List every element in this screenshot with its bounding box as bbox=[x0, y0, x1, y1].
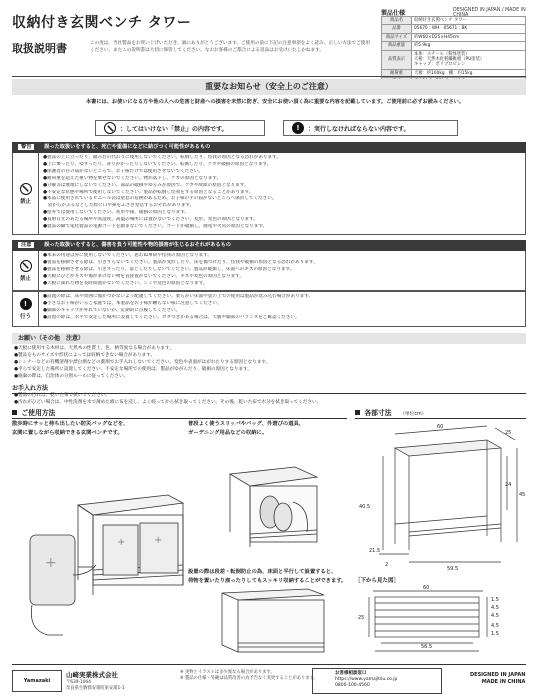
dim-label-24: 24 bbox=[505, 482, 512, 488]
usage-text-3 bbox=[188, 568, 346, 586]
list-item: ●廃棄の際は、自治体の分別ルールに従ってください。 bbox=[14, 373, 129, 379]
care-title: お手入れ方法 bbox=[12, 383, 526, 394]
list-item: ●天板に使用する木材は、天然木の性質上、色、柄等異なる場合があります。 bbox=[14, 346, 174, 351]
dimensions-title-text: 各部寸法 bbox=[364, 409, 392, 417]
list-item: ●脚部のキャップが外れていないか、定期的に点検してください。 bbox=[43, 307, 181, 313]
spec-key: 商品名 bbox=[382, 17, 412, 25]
legend-prohibit-text: ：してはいけない「禁止」の内容です。 bbox=[120, 125, 228, 133]
caution-prohibit-body bbox=[12, 251, 526, 291]
bottom-label-gap-2: 4.5 bbox=[491, 605, 499, 611]
caution-side-prohibit bbox=[13, 251, 39, 290]
caution-side-label-1: 禁止 bbox=[19, 275, 31, 282]
contact-box bbox=[312, 668, 442, 694]
spec-key: 商品重量 bbox=[382, 42, 412, 50]
dim-label-inner-width: 59.5 bbox=[447, 566, 459, 570]
list-item: ●本品に使用されているビニール袋は窒息の危険があるため、お子様の手の届かないところへ保管してください。 bbox=[43, 196, 277, 202]
spec-value: 収納付き玄関ベンチ タワー bbox=[412, 17, 526, 25]
usage-text-2 bbox=[188, 420, 304, 438]
list-item: ●汚れがひどい場合は、中性洗剤を水で薄めた液に布を浸し、よく絞ってから拭き取ってください。その後、乾いた布で水分を拭き取ってください。 bbox=[14, 399, 322, 405]
prohibit-icon bbox=[20, 183, 32, 195]
prohibit-icon bbox=[104, 122, 116, 134]
legend-must-text: ：実行しなければならない内容です。 bbox=[308, 125, 410, 133]
warning-side bbox=[13, 153, 39, 234]
spec-value: 本体：スチール（粉体塗装） 天板：天然木化粧繊維板（PU塗装） キャップ：ポリプロピレン bbox=[412, 50, 526, 69]
bench-front-illustration bbox=[218, 585, 328, 660]
caution-bar-text: 誤った取扱いをすると、傷害を負う可能性や物的損害が生じるおそれがあるもの bbox=[44, 242, 231, 248]
contact-phone: 0800-100-4560 bbox=[335, 683, 370, 688]
list-item: ●屋外では使用しないでください。変形や錆、破損の原因となります。 bbox=[43, 210, 190, 216]
spec-row bbox=[382, 42, 526, 50]
manual-label: 取扱説明書 bbox=[12, 42, 67, 55]
warning-label: 警告 bbox=[18, 144, 34, 150]
spec-key: 品番 bbox=[382, 25, 412, 33]
list-item: ●製品を移動させる際は、引きずらないでください。製品が変形したり、床を傷つけたり、怪我や破損の原因となる恐れがあります。 bbox=[43, 259, 318, 265]
made-line: DESIGNED IN JAPAN bbox=[470, 672, 526, 678]
bench-with-bag-illustration bbox=[18, 455, 188, 655]
spec-value: 05670 : WH 05671 : BK bbox=[412, 25, 526, 33]
caution-label: 注意 bbox=[18, 242, 34, 248]
bottom-label-gap-3: 4.5 bbox=[491, 613, 499, 619]
list-item: ●分解等は無理にしないでください。部品の破損やゆるみが原因で、ケガや故障の原因となります。 bbox=[43, 182, 249, 188]
company-address bbox=[66, 680, 125, 691]
notice-heading: 重要なお知らせ（安全上のご注意） bbox=[12, 79, 526, 95]
address-line: 〒639-1064 bbox=[66, 680, 91, 685]
footer-note: ※ 実物とイラストは多少異なる場合があります。 bbox=[180, 670, 275, 675]
contact-url[interactable]: https://www.yamajitsu.co.jp bbox=[335, 677, 398, 682]
contact-label: お客様相談窓口 bbox=[335, 671, 367, 676]
exclamation-icon: ! bbox=[20, 298, 32, 310]
dimensions-unit: （単位cm） bbox=[399, 412, 427, 417]
svg-text:+: + bbox=[154, 535, 163, 546]
list-item: ●上に乗ったり、ゆすったり、寄りかかったりしないでください。転倒したり、ケガや破損の原因となります。 bbox=[43, 161, 272, 167]
list-item: ●製品をものサイズや形状によっては収納できない場合があります。 bbox=[14, 352, 156, 358]
spec-key: 商品サイズ bbox=[382, 33, 412, 41]
list-item: ●シンナーなどの有機溶剤や漂白剤などの薬剤でお手入れしないでください。変色や表面がはがれたりする原因となります。 bbox=[14, 359, 271, 365]
usage-line: 普段よく使うスリッパやバッグ、外遊びの道具、 bbox=[188, 421, 305, 427]
bottom-label-depth: 25 bbox=[358, 615, 365, 621]
list-item: ●本来の用途以外に使用しないでください。思わぬ事故や怪我の原因となります。 bbox=[43, 253, 213, 258]
spec-row bbox=[382, 17, 526, 25]
spec-row bbox=[382, 25, 526, 33]
list-item: ●平らで安定した場所に設置してください。不安定な場所での使用は、製品がゆがんだり、破損の原因となります。 bbox=[14, 366, 252, 372]
address-line: 奈良県生駒郡安堵町東安堵1-1 bbox=[66, 685, 125, 691]
warning-bar-text: 誤った取扱いをすると、死亡や重傷になどに結びつく可能性があるもの bbox=[44, 144, 211, 150]
list-item: ●製品を移動させる際は、引きずったり、落としたりしないでください。製品が破損し、床面へのキズの原因となります。 bbox=[43, 266, 295, 272]
bottom-label-gap-5: 1.5 bbox=[491, 631, 499, 637]
list-item: ●設置の際は、床や周囲に傷がつかないよう配慮してください。柔らかい床面や畳の上での使用は製品が沈み込む場合があります。 bbox=[43, 294, 314, 299]
warning-side-label: 禁止 bbox=[19, 198, 31, 205]
usage-line: 散歩時にサッと持ち出したい防災バッグなどを、 bbox=[12, 421, 129, 427]
usage-text-1 bbox=[12, 420, 128, 438]
list-item: ●耐荷重を超えた重い物を乗せないでください。物が落下し、ケガの原因となります。 bbox=[43, 175, 222, 181]
made-in-top: DESIGNED IN JAPAN / MADE IN CHINA bbox=[453, 8, 526, 18]
dim-label-width: 60 bbox=[437, 424, 444, 430]
exclamation-icon: ! bbox=[292, 122, 304, 134]
bottom-label-gap-1: 1.5 bbox=[491, 597, 499, 603]
list-item: 袋からかぶるなどした際に口や鼻をふさぎ窒息するおそれがあります。 bbox=[43, 203, 195, 209]
caution-side-label-2: 行う bbox=[19, 314, 31, 320]
dim-label-inner-depth: 21.5 bbox=[369, 548, 381, 554]
caution-side-do bbox=[13, 292, 39, 326]
dim-label-inner-height: 40.5 bbox=[359, 504, 371, 510]
dimension-diagram bbox=[355, 420, 526, 570]
legend-prohibit bbox=[95, 120, 265, 136]
list-item: ●不安定な状態や場所で使用しないでください。製品が転倒し怪我をする原因となることがあります。 bbox=[43, 189, 254, 195]
list-item: ●製品の脚で電化製品の電源コードを踏まないでください。コードが破損し、感電や火災の原因となります。 bbox=[43, 224, 268, 230]
company-logo: Yamazaki bbox=[12, 670, 62, 692]
footer-note: ※ 製品の仕様・外観は品質改善の為予告なく変更することがあります。 bbox=[180, 676, 318, 681]
company-name: 山崎実業株式会社 bbox=[66, 671, 118, 679]
spec-value: 約5.9kg bbox=[412, 42, 526, 50]
list-item: ●設置の際は、水平で安定した場所に設置してください。ガタつきがある場合は、天板や脚部のバランスをご確認ください。 bbox=[43, 314, 300, 320]
list-item: ●製品の上に立ったり、踏み台の代わりに使用しないでください。転倒したり、怪我の原因となる恐れがあります。 bbox=[43, 155, 281, 160]
legend-must bbox=[283, 120, 458, 136]
warning-list bbox=[43, 155, 521, 231]
dimensions-square-icon bbox=[355, 410, 360, 415]
bench-with-slippers-illustration bbox=[225, 462, 325, 562]
dim-label-depth: 25 bbox=[505, 430, 512, 436]
footer-divider bbox=[12, 664, 526, 665]
bottom-label-inner: 56.5 bbox=[421, 644, 433, 650]
notice-subtitle: 本書には、お使いになる方や他の人への危害と財産への損害を未然に防ぎ、安全にお使い頂く為に重要な内容を記載しています。ご使用前に必ずお読みください。 bbox=[85, 99, 465, 105]
made-line: MADE IN CHINA bbox=[481, 679, 526, 685]
dim-label-height: 45 bbox=[519, 492, 526, 498]
request-list bbox=[14, 346, 524, 381]
bottom-view-diagram bbox=[355, 585, 526, 660]
dim-label-2: 2 bbox=[385, 562, 389, 568]
warning-bar bbox=[12, 142, 526, 153]
usage-title-text: ご使用方法 bbox=[21, 409, 56, 417]
bottom-label-gap-4: 4.5 bbox=[491, 623, 499, 629]
list-item: ●製品の汚れは、乾いた布で拭いてください。 bbox=[14, 393, 110, 398]
list-item: ●天板に濡れた物を長時間置かないでください。シミや変色の原因となります。 bbox=[43, 280, 208, 286]
request-bar: お願い（その他 注意） bbox=[12, 333, 526, 344]
caution-list-prohibit bbox=[43, 253, 521, 288]
spec-value: 天板：約100kg 棚：約15kg bbox=[412, 69, 526, 77]
usage-square-icon bbox=[12, 410, 17, 415]
caution-list-do bbox=[43, 294, 521, 322]
bottom-label-width: 60 bbox=[423, 585, 430, 591]
product-title: 収納付き玄関ベンチ タワー bbox=[12, 15, 192, 31]
caution-do-body bbox=[12, 291, 526, 327]
usage-line: ガーデニング用品などの収納に。 bbox=[188, 430, 268, 436]
made-in-footer bbox=[470, 672, 525, 686]
warning-body bbox=[12, 153, 526, 235]
spec-row bbox=[382, 50, 526, 69]
svg-text:+: + bbox=[45, 555, 57, 571]
intro-text: この度は、当社製品をお買い上げいただき、誠にありがとうございます。ご使用の前に下記の注意事項をよく読み、正しい方法でご使用ください。またこの説明書は大切に保管してください。なおお客様のご都合による返品はお受けいたしかねます。 bbox=[90, 41, 370, 53]
spec-row bbox=[382, 33, 526, 41]
bottom-view-title: ［下から見た図］ bbox=[355, 578, 400, 584]
footer-notes bbox=[180, 670, 320, 682]
list-item: ●天板にひどがキズや傷がまけない物を直接置かないでください。キズや変色の原因となります。 bbox=[43, 273, 244, 279]
list-item: ●小さなお子様がいるご家庭では、本製品をお子様が触らない様に注意してください。 bbox=[43, 300, 222, 306]
usage-line: 設置の際は段差・転倒防止の為、床面と平行して設置すると、 bbox=[188, 569, 337, 575]
divider bbox=[12, 76, 526, 77]
care-list bbox=[14, 393, 524, 407]
list-item: ●直射日光のあたる場所や高湿度、高温の場所には置かないでください。変形、変色の原因となります。 bbox=[43, 217, 258, 223]
usage-line: 荷物を置いたり座ったりしてもスッキリ収納することができます。 bbox=[188, 578, 347, 584]
spec-title: 製品仕様 bbox=[381, 10, 406, 17]
spec-value: 約W60×D25×H45cm bbox=[412, 33, 526, 41]
dimensions-title bbox=[355, 407, 526, 419]
svg-text:+: + bbox=[117, 537, 126, 548]
caution-bar bbox=[12, 240, 526, 251]
spec-key: 耐荷重 bbox=[382, 69, 412, 77]
spec-key: 品質表示 bbox=[382, 50, 412, 69]
usage-line: 玄関に置しながら収納できる玄関ベンチです。 bbox=[12, 430, 123, 436]
list-item: ●保護者の目の届かないところで、お子様だけでは使用させないでください。 bbox=[43, 168, 204, 174]
prohibit-icon bbox=[20, 260, 32, 272]
usage-title bbox=[12, 407, 347, 419]
